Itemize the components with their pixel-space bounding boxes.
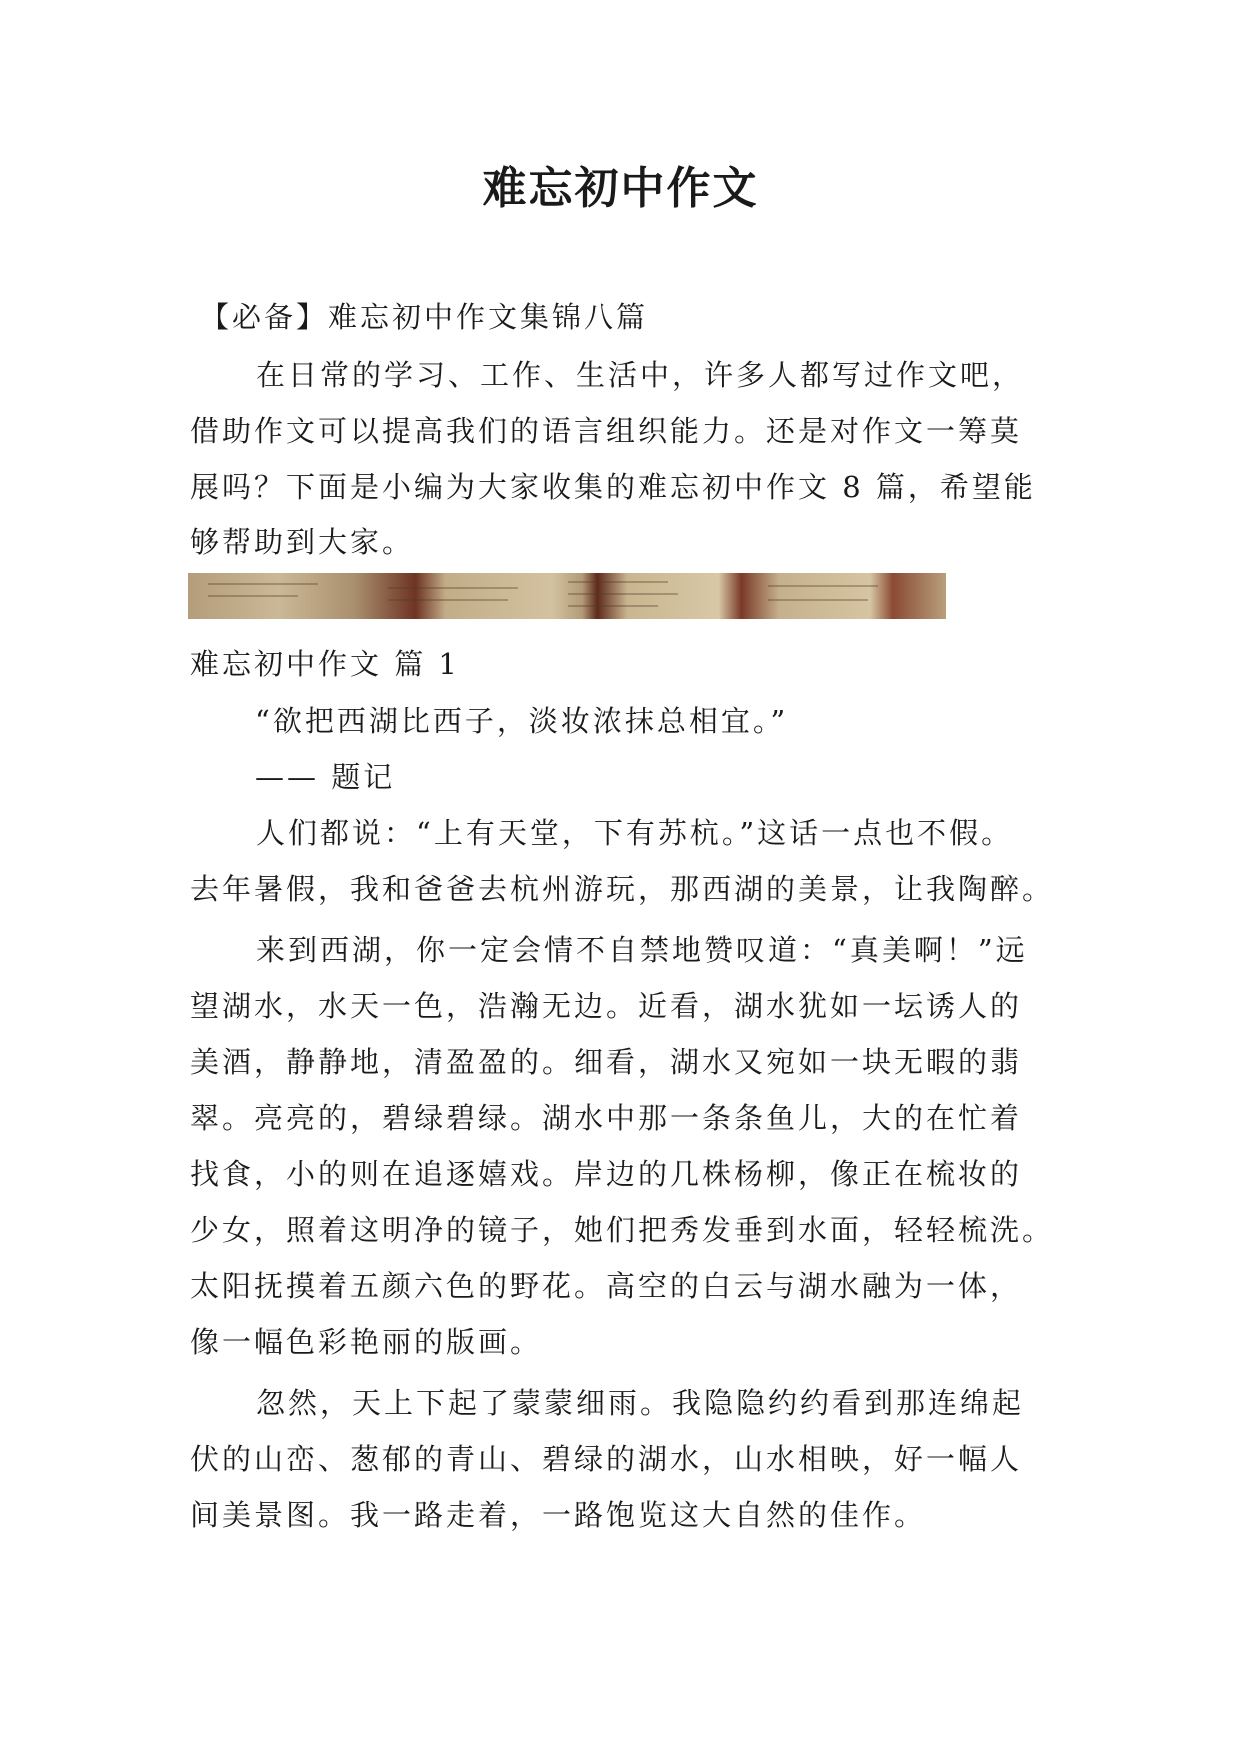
- document-subtitle: 【必备】难忘初中作文集锦八篇: [200, 300, 649, 334]
- paragraph-line: 望湖水，水天一色，浩瀚无边。近看，湖水犹如一坛诱人的: [190, 989, 1023, 1023]
- paragraph-line: 人们都说：“上有天堂，下有苏杭。”这话一点也不假。: [256, 816, 1014, 850]
- paragraph-line: 美酒，静静地，清盈盈的。细看，湖水又宛如一块无暇的翡: [190, 1045, 1023, 1079]
- epigraph-source: —— 题记: [255, 760, 396, 794]
- paragraph-line: 翠。亮亮的，碧绿碧绿。湖水中那一条条鱼儿，大的在忙着: [190, 1101, 1023, 1135]
- paragraph-line: 少女，照着这明净的镜子，她们把秀发垂到水面，轻轻梳洗。: [190, 1213, 1055, 1247]
- paragraph-line: 间美景图。我一路走着，一路饱览这大自然的佳作。: [190, 1498, 927, 1532]
- intro-line: 在日常的学习、工作、生活中，许多人都写过作文吧，: [256, 358, 1025, 392]
- decorative-banner-image: [188, 573, 946, 619]
- paragraph-line: 伏的山峦、葱郁的青山、碧绿的湖水，山水相映，好一幅人: [190, 1442, 1023, 1476]
- document-title: 难忘初中作文: [482, 163, 759, 214]
- intro-line: 展吗？下面是小编为大家收集的难忘初中作文 8 篇，希望能: [190, 470, 1036, 504]
- paragraph-line: 忽然，天上下起了蒙蒙细雨。我隐隐约约看到那连绵起: [256, 1386, 1025, 1420]
- section-heading: 难忘初中作文 篇 1: [190, 647, 460, 681]
- paragraph-line: 像一幅色彩艳丽的版画。: [190, 1325, 543, 1359]
- paragraph-line: 太阳抚摸着五颜六色的野花。高空的白云与湖水融为一体，: [190, 1269, 1023, 1303]
- paragraph-line: 去年暑假，我和爸爸去杭州游玩，那西湖的美景，让我陶醉。: [190, 872, 1055, 906]
- intro-line: 借助作文可以提高我们的语言组织能力。还是对作文一筹莫: [190, 414, 1023, 448]
- epigraph: “欲把西湖比西子，淡妆浓抹总相宜。”: [255, 704, 789, 738]
- paragraph-line: 找食，小的则在追逐嬉戏。岸边的几株杨柳，像正在梳妆的: [190, 1157, 1023, 1191]
- intro-line: 够帮助到大家。: [190, 525, 415, 559]
- paragraph-line: 来到西湖，你一定会情不自禁地赞叹道：“真美啊！”远: [256, 933, 1028, 967]
